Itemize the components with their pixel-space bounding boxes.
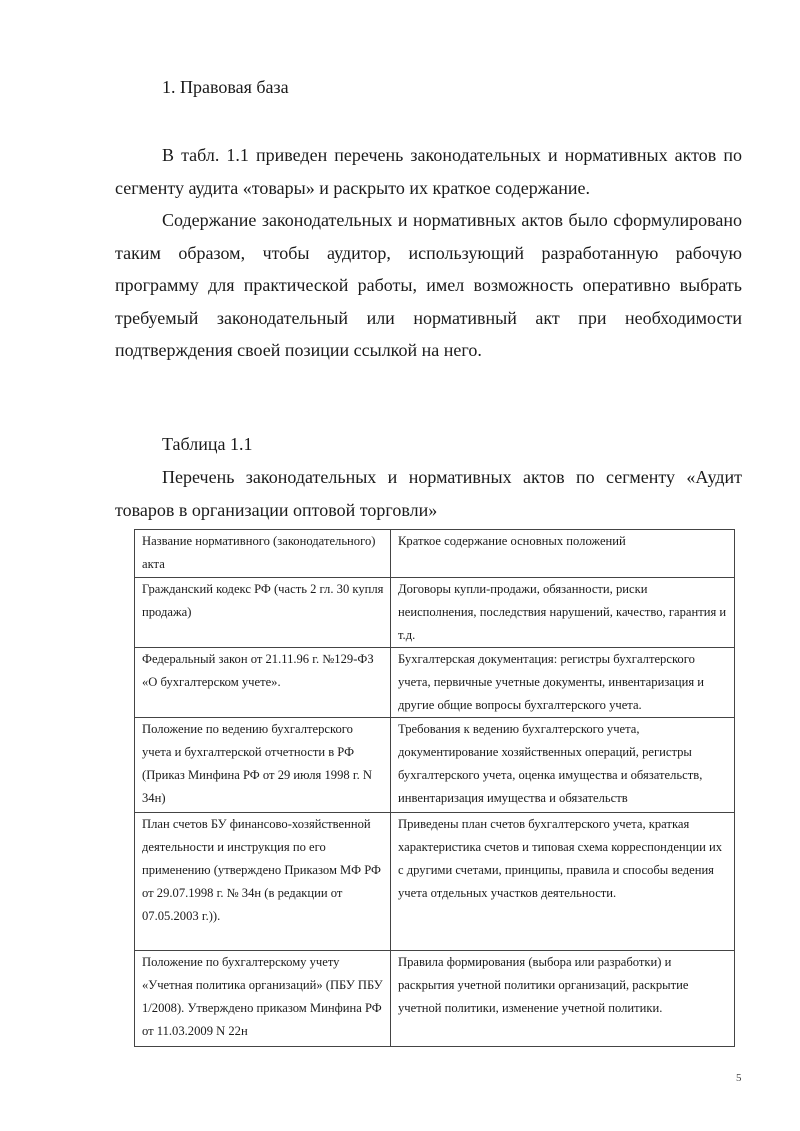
table-label: Таблица 1.1	[162, 434, 253, 454]
page-number: 5	[736, 1072, 742, 1084]
table-header-row	[135, 530, 735, 578]
table-cell-summary: Договоры купли-продажи, обязанности, риски неисполнения, последствия нарушений, качество, гарантия и т.д.	[391, 578, 735, 648]
table-row	[135, 951, 735, 1047]
table-cell-summary: Требования к ведению бухгалтерского учета, документирование хозяйственных операций, регистры бухгалтерского учета, оценка имущества и обязательств, инвентаризация имущества и обязательств	[391, 718, 735, 813]
table-title: Перечень законодательных и нормативных актов по сегменту «Аудит товаров в организации оптовой торговли»	[115, 467, 742, 520]
header-cell-summary: Краткое содержание основных положений	[391, 530, 735, 578]
paragraph-2: Содержание законодательных и нормативных актов было сформулировано таким образом, чтобы аудитор, использующий разработанную рабочую программу для практической работы, имел возможность оперативно выбрать требуемый законодательный или нормативный акт при необходимости подтверждения своей позиции ссылкой на него.	[115, 210, 742, 360]
acts-table	[134, 529, 735, 1047]
header-cell-act-name: Название нормативного (законодательного) акта	[135, 530, 391, 578]
intro-text	[115, 139, 742, 367]
table-cell-act: План счетов БУ финансово-хозяйственной деятельности и инструкция по его применению (утверждено Приказом МФ РФ от 29.07.1998 г. № 34н (в редакции от 07.05.2003 г.)).	[135, 813, 391, 951]
table-row	[135, 648, 735, 718]
table-row	[135, 813, 735, 951]
table-row	[135, 718, 735, 813]
table-cell-act: Федеральный закон от 21.11.96 г. №129-ФЗ «О бухгалтерском учете».	[135, 648, 391, 718]
table-cell-act: Положение по ведению бухгалтерского учета и бухгалтерской отчетности в РФ (Приказ Минфина РФ от 29 июля 1998 г. N 34н)	[135, 718, 391, 813]
table-cell-summary: Приведены план счетов бухгалтерского учета, краткая характеристика счетов и типовая схема корреспонденции их с другими счетами, принципы, правила и способы ведения учета отдельных участков деятельности.	[391, 813, 735, 951]
paragraph-1: В табл. 1.1 приведен перечень законодательных и нормативных актов по сегменту аудита «товары» и раскрыто их краткое содержание.	[115, 145, 742, 198]
table-cell-summary: Правила формирования (выбора или разработки) и раскрытия учетной политики организаций, раскрытие учетной политики, изменение учетной политики.	[391, 951, 735, 1047]
table-row	[135, 578, 735, 648]
section-heading: 1. Правовая база	[162, 77, 289, 97]
table-cell-act: Гражданский кодекс РФ (часть 2 гл. 30 купля продажа)	[135, 578, 391, 648]
table-cell-act: Положение по бухгалтерскому учету «Учетная политика организаций» (ПБУ ПБУ 1/2008). Утверждено приказом Минфина РФ от 11.03.2009 N 22н	[135, 951, 391, 1047]
table-cell-summary: Бухгалтерская документация: регистры бухгалтерского учета, первичные учетные документы, инвентаризация и другие общие вопросы бухгалтерского учета.	[391, 648, 735, 718]
